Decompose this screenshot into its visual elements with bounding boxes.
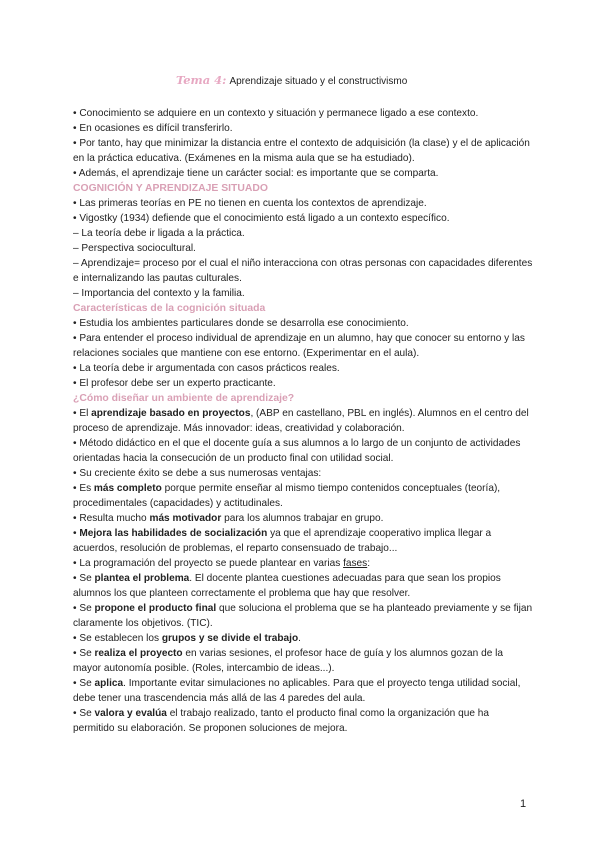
intro-line: • En ocasiones es difícil transferirlo. [73, 123, 233, 134]
section3-line: • Resulta mucho más motivador para los alumnos trabajar en grupo. [73, 513, 384, 524]
page-title [176, 73, 407, 87]
intro-line: • Conocimiento se adquiere en un contexto y situación y permanece ligado a ese contexto. [73, 108, 479, 119]
section3-line: • Se realiza el proyecto en varias sesiones, el profesor hace de guía y los alumnos gozan de la mayor autonomía posible. (Roles, intercambio de ideas...). [73, 648, 503, 674]
section1-line: • Vigostky (1934) defiende que el conocimiento está ligado a un contexto específico. [73, 213, 450, 224]
section3-line: • Su creciente éxito se debe a sus numerosas ventajas: [73, 468, 322, 479]
section2-line: • Para entender el proceso individual de aprendizaje en un alumno, hay que conocer su entorno y las relaciones sociales que mantiene con ese entorno. (Experimentar en el aula). [73, 333, 525, 359]
section1-line: – Aprendizaje= proceso por el cual el niño interacciona con otras personas con capacidades diferentes e internalizando las pautas culturales. [73, 258, 533, 284]
topic-title: Aprendizaje situado y el constructivismo [229, 76, 408, 87]
section3-line: • El aprendizaje basado en proyectos, (ABP en castellano, PBL en inglés). Alumnos en el centro del proceso de aprendizaje. Más innovador: ideas, creatividad y colaboración. [73, 408, 529, 434]
section3-line: • Se aplica. Importante evitar simulaciones no aplicables. Para que el proyecto tenga utilidad social, debe tener una trascendencia más allá de las 4 paredes del aula. [73, 678, 521, 704]
section3-line: • Se valora y evalúa el trabajo realizado, tanto el producto final como la organización que ha permitido su elaboración. Se proponen soluciones de mejora. [73, 708, 489, 734]
section3-line: • Se establecen los grupos y se divide el trabajo. [73, 633, 301, 644]
document-body [73, 106, 533, 736]
section3-line: • Se propone el producto final que soluciona el problema que se ha planteado previamente y se fijan claramente los objetivos. (TIC). [73, 603, 533, 629]
topic-number: Tema 4: [176, 73, 227, 87]
section2-line: • Estudia los ambientes particulares donde se desarrolla ese conocimiento. [73, 318, 409, 329]
section2-line: • La teoría debe ir argumentada con casos prácticos reales. [73, 363, 340, 374]
section3-line: • Mejora las habilidades de socialización ya que el aprendizaje cooperativo implica llegar a acuerdos, resolución de problemas, el reparto consensuado de trabajo... [73, 528, 492, 554]
section3-line: • La programación del proyecto se puede plantear en varias fases: [73, 558, 371, 569]
section-heading-learning-environment: ¿Cómo diseñar un ambiente de aprendizaje? [73, 393, 295, 404]
section-heading-characteristics: Características de la cognición situada [73, 303, 266, 314]
section2-line: • El profesor debe ser un experto practicante. [73, 378, 276, 389]
page-number: 1 [520, 798, 527, 810]
section1-line: – La teoría debe ir ligada a la práctica. [73, 228, 245, 239]
intro-line: • Además, el aprendizaje tiene un carácter social: es importante que se comparta. [73, 168, 439, 179]
section1-line: • Las primeras teorías en PE no tienen en cuenta los contextos de aprendizaje. [73, 198, 427, 209]
section3-line: • Es más completo porque permite enseñar al mismo tiempo contenidos conceptuales (teoría), procedimentales (capacidades) y actitudinales. [73, 483, 501, 509]
intro-line: • Por tanto, hay que minimizar la distancia entre el contexto de adquisición (la clase) y el de aplicación en la práctica educativa. (Exámenes en la misma aula que se ha estudiado). [73, 138, 530, 164]
section1-line: – Importancia del contexto y la familia. [73, 288, 245, 299]
section-heading-situated-learning: COGNICIÓN Y APRENDIZAJE SITUADO [73, 183, 268, 194]
section1-line: – Perspectiva sociocultural. [73, 243, 196, 254]
section3-line: • Método didáctico en el que el docente guía a sus alumnos a lo largo de un conjunto de actividades orientadas hacia la consecución de un producto final con utilidad social. [73, 438, 521, 464]
section3-line: • Se plantea el problema. El docente plantea cuestiones adecuadas para que sean los propios alumnos los que planteen correctamente el problema que hay que resolver. [73, 573, 501, 599]
